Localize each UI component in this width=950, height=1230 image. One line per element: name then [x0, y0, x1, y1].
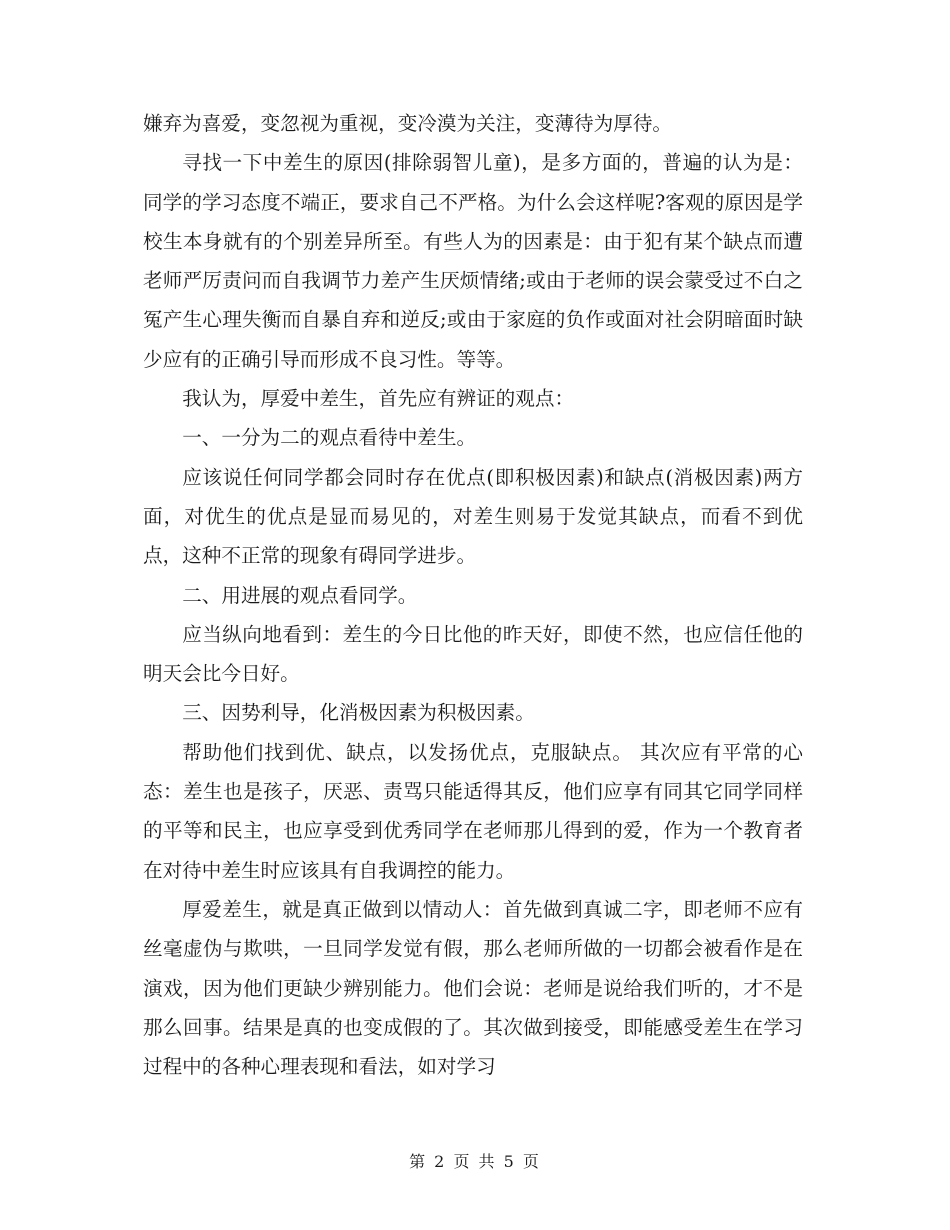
paragraph-point-three: 帮助他们找到优、缺点，以发扬优点，克服缺点。 其次应有平常的心态：差生也是孩子，厌恶、责骂只能适得其反，他们应享有同其它同学同样的平等和民主，也应享受到优秀同学在老师那儿得到的爱，作为一个教育者在对待中差生时应该具有自我调控的能力。: [143, 740, 803, 882]
paragraph-point-one: 应该说任何同学都会同时存在优点(即积极因素)和缺点(消极因素)两方面，对优生的优点是显而易见的，对差生则易于发觉其缺点，而看不到优点，这种不正常的现象有碍同学进步。: [143, 465, 803, 568]
paragraph-viewpoint-intro: 我认为，厚爱中差生，首先应有辨证的观点：: [182, 387, 575, 411]
document-body: [143, 104, 803, 1086]
heading-point-three: 三、因势利导，化消极因素为积极因素。: [182, 701, 535, 725]
paragraph-sincerity: 厚爱差生，就是真正做到以情动人：首先做到真诚二字，即老师不应有丝毫虚伪与欺哄，一旦同学发觉有假，那么老师所做的一切都会被看作是在演戏，因为他们更缺少辨别能力。他们会说：老师是说给我们听的，才不是那么回事。结果是真的也变成假的了。其次做到接受，即能感受差生在学习过程中的各种心理表现和看法，如对学习: [143, 897, 803, 1079]
heading-point-two: 二、用进展的观点看同学。: [182, 583, 418, 607]
paragraph-continued: 嫌弃为喜爱，变忽视为重视，变冷漠为关注，变薄待为厚待。: [143, 112, 673, 135]
paragraph-causes: 寻找一下中差生的原因(排除弱智儿童)，是多方面的，普遍的认为是：同学的学习态度不端正，要求自己不严格。为什么会这样呢?客观的原因是学校生本身就有的个别差异所至。有些人为的因素是：由于犯有某个缺点而遭老师严厉责问而自我调节力差产生厌烦情绪;或由于老师的误会蒙受过不白之冤产生心理失衡而自暴自弃和逆反;或由于家庭的负作或面对社会阴暗面时缺少应有的正确引导而形成不良习性。等等。: [143, 151, 803, 371]
heading-point-one: 一、一分为二的观点看待中差生。: [182, 426, 477, 450]
page-number-footer: 第 2 页 共 5 页: [409, 1152, 541, 1171]
paragraph-point-two: 应当纵向地看到：差生的今日比他的昨天好，即使不然，也应信任他的明天会比今日好。: [143, 622, 803, 686]
